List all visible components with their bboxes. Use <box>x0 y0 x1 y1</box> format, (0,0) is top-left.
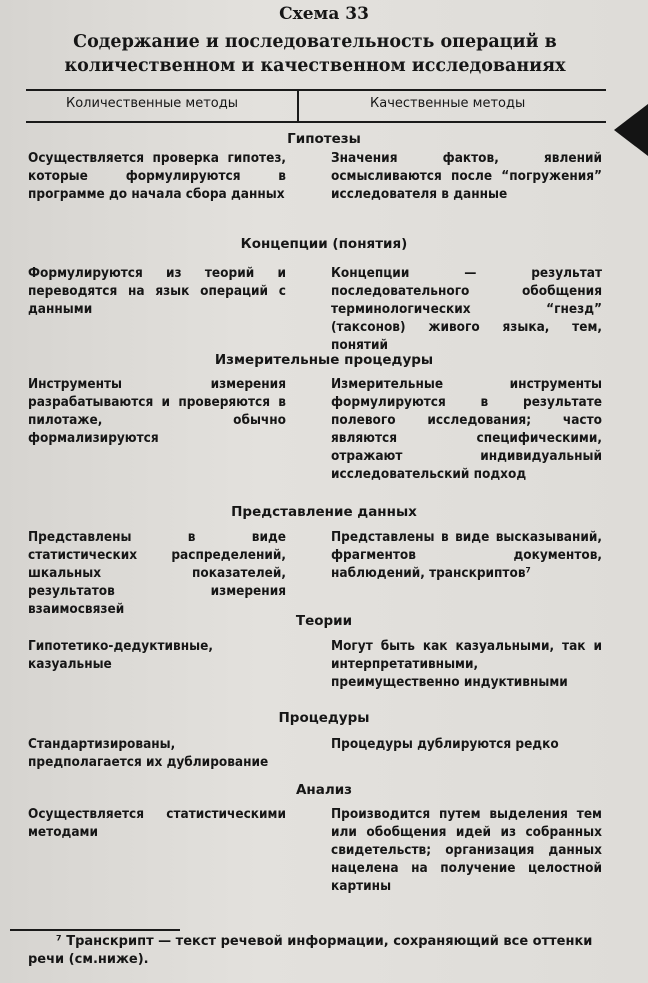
section-heading-theories: Теории <box>295 613 353 629</box>
analysis-qualitative: Производится путем выделения тем или обобщения идей из собранных свидетельств; организация данных нацелена на получение целостной картины <box>331 806 602 894</box>
procedures-qualitative: Процедуры дублируются редко <box>331 736 559 752</box>
header-top-rule <box>26 89 606 91</box>
concepts-qualitative: Концепции — результат последовательного обобщения терминологических “гнезд” (таксонов) живого языка, тем, понятий <box>331 265 602 353</box>
section-heading-procedures: Процедуры <box>278 710 370 726</box>
footnote-rule <box>10 929 180 931</box>
analysis-quantitative: Осуществляется статистическими методами <box>28 806 286 840</box>
measurement-quantitative: Инструменты измерения разрабатываются и проверяются в пилотаже, обычно формализируются <box>28 376 286 446</box>
hypotheses-quantitative: Осуществляется проверка гипотез, которые формулируются в программе до начала сбора данных <box>28 150 286 202</box>
data-presentation-qualitative: Представлены в виде высказываний, фрагментов документов, наблюдений, транскриптов⁷ <box>331 529 602 581</box>
scheme-title: Схема 33 <box>279 4 369 24</box>
theories-quantitative: Гипотетико-дедуктивные, казуальные <box>28 638 213 672</box>
header-bottom-rule <box>26 121 606 123</box>
section-heading-measurement: Измерительные процедуры <box>214 352 434 368</box>
column-header-qualitative: Качественные методы <box>370 96 526 111</box>
section-heading-concepts: Концепции (понятия) <box>240 236 408 252</box>
section-heading-analysis: Анализ <box>295 782 353 798</box>
theories-qualitative: Могут быть как казуальными, так и интерпретативными, преимущественно индуктивными <box>331 638 602 690</box>
section-heading-hypotheses: Гипотезы <box>287 131 361 147</box>
procedures-quantitative: Стандартизированы, предполагается их дублирование <box>28 736 269 770</box>
main-title: Содержание и последовательность операций в количественном и качественном исследованиях <box>64 32 566 76</box>
section-heading-data-presentation: Представление данных <box>231 504 417 520</box>
concepts-quantitative: Формулируются из теорий и переводятся на язык операций с данными <box>28 265 286 317</box>
measurement-qualitative: Измерительные инструменты формулируются в результате полевого исследования; часто являются специфическими, отражают индивидуальный исследовательский подход <box>331 376 602 482</box>
header-divider <box>297 89 299 121</box>
column-header-quantitative: Количественные методы <box>66 96 238 111</box>
hypotheses-qualitative: Значения фактов, явлений осмысливаются после “погружения” исследователя в данные <box>331 150 602 202</box>
data-presentation-quantitative: Представлены в виде статистических распределений, шкальных показателей, результатов измерения взаимосвязей <box>28 529 286 617</box>
page-tab-arrow-icon <box>614 104 648 156</box>
footnote: ⁷ Транскрипт — текст речевой информации, сохраняющий все оттенки речи (см.ниже). <box>28 934 593 967</box>
